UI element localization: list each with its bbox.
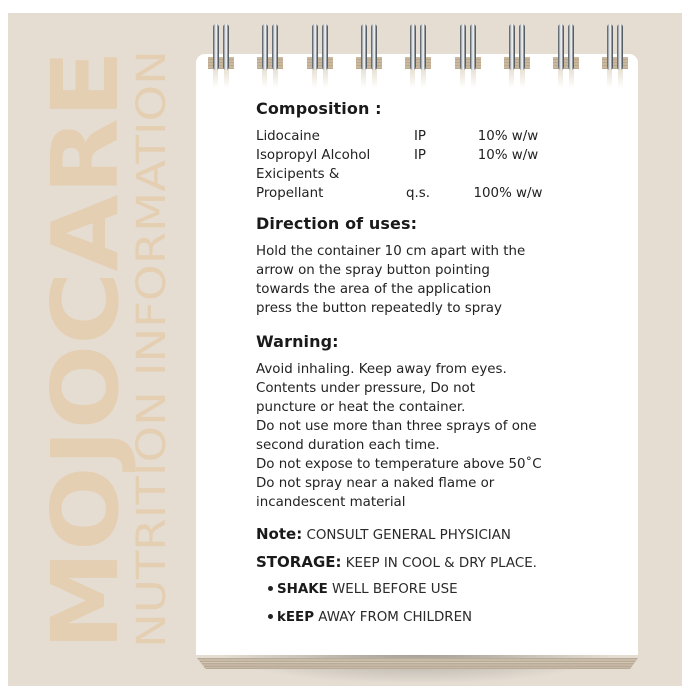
directions-line: towards the area of the application <box>256 282 492 297</box>
bullet-text: WELL BEFORE USE <box>327 582 458 597</box>
storage-line <box>256 553 537 571</box>
directions-line: arrow on the spray button pointing <box>256 263 490 278</box>
ingredient-standard: q.s. <box>406 186 430 201</box>
composition-heading: Composition : <box>256 99 382 118</box>
ingredient-name: Propellant <box>256 186 324 201</box>
note-line <box>256 525 511 543</box>
ingredient-amount: 10% w/w <box>477 148 539 163</box>
directions-heading: Direction of uses: <box>256 214 418 233</box>
notepad-page-stack <box>197 654 638 665</box>
ingredient-amount: 10% w/w <box>477 129 539 144</box>
ingredient-amount: 100% w/w <box>473 186 543 201</box>
storage-label: STORAGE: <box>256 553 342 571</box>
brand-subtitle-vertical <box>129 50 175 650</box>
bullet-text: AWAY FROM CHILDREN <box>314 610 473 625</box>
storage-value: KEEP IN COOL & DRY PLACE. <box>345 556 537 571</box>
warning-line: puncture or heat the container. <box>256 400 466 415</box>
ingredient-name: Isopropyl Alcohol <box>256 148 371 163</box>
storage-bullet <box>268 582 458 597</box>
ingredient-name: Exicipents & <box>256 167 340 182</box>
warning-line: incandescent material <box>256 495 406 510</box>
note-value: CONSULT GENERAL PHYSICIAN <box>306 528 511 543</box>
brand-subtitle: NUTRITION INFORMATION <box>129 134 175 648</box>
ingredient-standard: IP <box>413 129 427 144</box>
bullet-icon <box>268 614 273 619</box>
bullet-icon <box>268 586 273 591</box>
warning-line: Do not use more than three sprays of one <box>256 419 537 434</box>
brand-name: MOJOCARE <box>32 95 139 650</box>
ingredient-name: Lidocaine <box>256 129 320 144</box>
warning-line: Do not spray near a naked flame or <box>256 476 495 491</box>
warning-heading: Warning: <box>256 332 339 351</box>
warning-line: Contents under pressure, Do not <box>256 381 476 396</box>
directions-line: press the button repeatedly to spray <box>256 301 502 316</box>
warning-line: second duration each time. <box>256 438 440 453</box>
storage-bullet <box>268 610 472 625</box>
warning-line: Do not expose to temperature above 50˚C <box>256 457 542 472</box>
brand-logo-vertical <box>32 50 139 650</box>
note-label: Note: <box>256 525 303 543</box>
bullet-strong: kEEP <box>277 610 315 625</box>
warning-line: Avoid inhaling. Keep away from eyes. <box>256 362 507 377</box>
bullet-strong: SHAKE <box>277 582 328 597</box>
directions-line: Hold the container 10 cm apart with the <box>256 244 526 259</box>
ingredient-standard: IP <box>413 148 427 163</box>
